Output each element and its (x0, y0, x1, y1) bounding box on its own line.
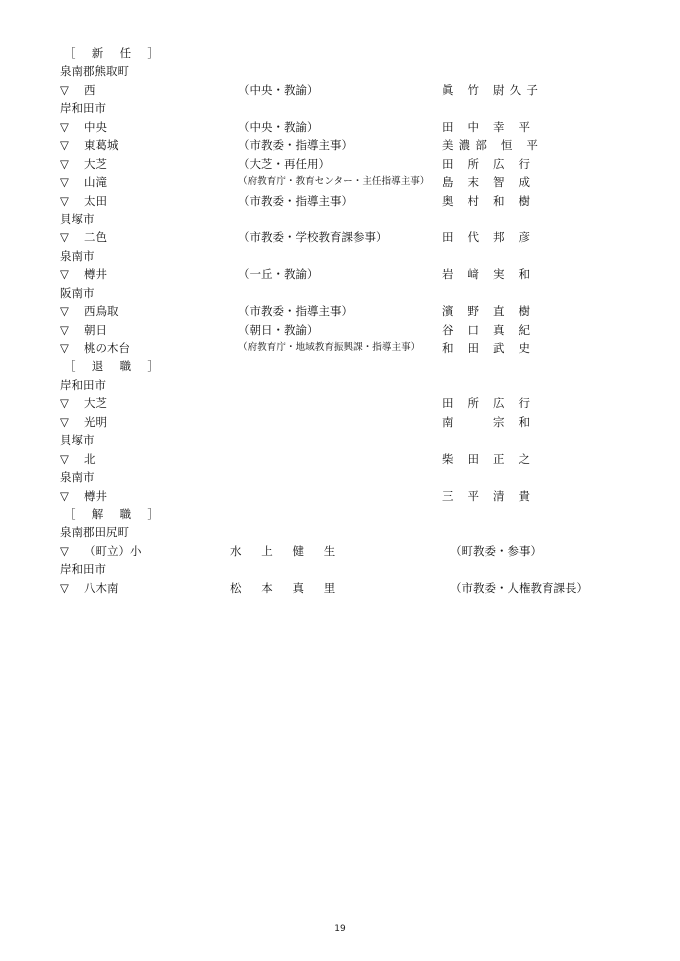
previous-post: （朝日・教諭） (238, 322, 319, 337)
previous-post: （府教育庁・教育センター・主任指導主事） (238, 176, 430, 188)
school-name: 山滝 (84, 175, 107, 190)
section-heading: ［ 退 職 ］ (64, 359, 166, 374)
triangle-marker-icon: ▽ (60, 396, 69, 411)
previous-post: （市教委・指導主事） (238, 304, 353, 319)
list-item (60, 579, 660, 597)
person-name: 岩 﨑 実 和 (442, 267, 536, 282)
previous-post: （市教委・人権教育課長） (450, 580, 588, 595)
person-name: 田 所 広 行 (442, 156, 536, 171)
school-name: （町立）小 (84, 543, 142, 558)
list-item (60, 228, 660, 246)
school-name: 二色 (84, 230, 107, 245)
triangle-marker-icon: ▽ (60, 119, 69, 134)
previous-post: （中央・教諭） (238, 82, 319, 97)
person-name: 濱 野 直 樹 (442, 304, 536, 319)
triangle-marker-icon: ▽ (60, 82, 69, 97)
region-heading: 岸和田市 (60, 562, 106, 577)
school-name: 八木南 (84, 580, 119, 595)
person-name: 松 本 真 里 (230, 580, 344, 595)
list-item (60, 339, 660, 357)
previous-post: （市教委・学校教育課参事） (238, 230, 388, 245)
person-name: 南 宗 和 (442, 414, 536, 429)
region-heading: 貝塚市 (60, 211, 95, 226)
region-heading: 岸和田市 (60, 101, 106, 116)
list-item (60, 394, 660, 412)
previous-post: （府教育庁・地域教育振興課・指導主事） (238, 342, 421, 353)
person-name: 田 所 広 行 (442, 396, 536, 411)
page-number: 19 (334, 924, 346, 934)
region-heading: 岸和田市 (60, 377, 106, 392)
triangle-marker-icon: ▽ (60, 267, 69, 282)
person-name: 島 末 智 成 (442, 175, 536, 190)
triangle-marker-icon: ▽ (60, 156, 69, 171)
triangle-marker-icon: ▽ (60, 580, 69, 595)
list-item (60, 173, 660, 191)
triangle-marker-icon: ▽ (60, 193, 69, 208)
triangle-marker-icon: ▽ (60, 451, 69, 466)
school-name: 樽井 (84, 488, 107, 503)
previous-post: （大芝・再任用） (238, 156, 330, 171)
personnel-list (60, 44, 660, 597)
school-name: 朝日 (84, 322, 107, 337)
list-item (60, 81, 660, 99)
region-heading: 泉南市 (60, 248, 95, 263)
triangle-marker-icon: ▽ (60, 230, 69, 245)
person-name: 田 中 幸 平 (442, 119, 536, 134)
region-heading: 阪南市 (60, 285, 95, 300)
person-name: 美濃部 恒 平 (442, 138, 544, 153)
region-heading: 泉南市 (60, 470, 95, 485)
school-name: 中央 (84, 119, 107, 134)
list-item (60, 265, 660, 283)
previous-post: （中央・教諭） (238, 119, 319, 134)
person-name: 和 田 武 史 (442, 341, 536, 355)
previous-post: （市教委・指導主事） (238, 138, 353, 153)
triangle-marker-icon: ▽ (60, 175, 69, 190)
triangle-marker-icon: ▽ (60, 414, 69, 429)
list-item (60, 542, 660, 560)
person-name: 奥 村 和 樹 (442, 193, 536, 208)
region-heading: 泉南郡熊取町 (60, 64, 129, 79)
triangle-marker-icon: ▽ (60, 543, 69, 558)
triangle-marker-icon: ▽ (60, 488, 69, 503)
list-item (60, 487, 660, 505)
school-name: 北 (84, 451, 96, 466)
list-item (60, 321, 660, 339)
person-name: 三 平 清 貴 (442, 488, 536, 503)
school-name: 大芝 (84, 396, 107, 411)
school-name: 東葛城 (84, 138, 119, 153)
list-item (60, 118, 660, 136)
school-name: 西 (84, 82, 96, 97)
school-name: 大芝 (84, 156, 107, 171)
school-name: 西鳥取 (84, 304, 119, 319)
school-name: 太田 (84, 193, 107, 208)
triangle-marker-icon: ▽ (60, 304, 69, 319)
school-name: 桃の木台 (84, 341, 130, 355)
previous-post: （一丘・教諭） (238, 267, 319, 282)
list-item (60, 192, 660, 210)
person-name: 谷 口 真 紀 (442, 322, 536, 337)
school-name: 光明 (84, 414, 107, 429)
school-name: 樽井 (84, 267, 107, 282)
person-name: 田 代 邦 彦 (442, 230, 536, 245)
list-item (60, 155, 660, 173)
previous-post: （市教委・指導主事） (238, 193, 353, 208)
triangle-marker-icon: ▽ (60, 322, 69, 337)
list-item (60, 136, 660, 154)
triangle-marker-icon: ▽ (60, 341, 69, 355)
person-name: 眞 竹 尉久子 (442, 82, 544, 97)
triangle-marker-icon: ▽ (60, 138, 69, 153)
list-item (60, 413, 660, 431)
section-heading: ［ 新 任 ］ (64, 46, 166, 60)
person-name: 柴 田 正 之 (442, 451, 536, 466)
list-item (60, 450, 660, 468)
person-name: 水 上 健 生 (230, 543, 344, 558)
region-heading: 泉南郡田尻町 (60, 525, 129, 540)
section-heading: ［ 解 職 ］ (64, 506, 166, 521)
list-item (60, 302, 660, 320)
previous-post: （町教委・参事） (450, 543, 542, 558)
region-heading: 貝塚市 (60, 433, 95, 448)
